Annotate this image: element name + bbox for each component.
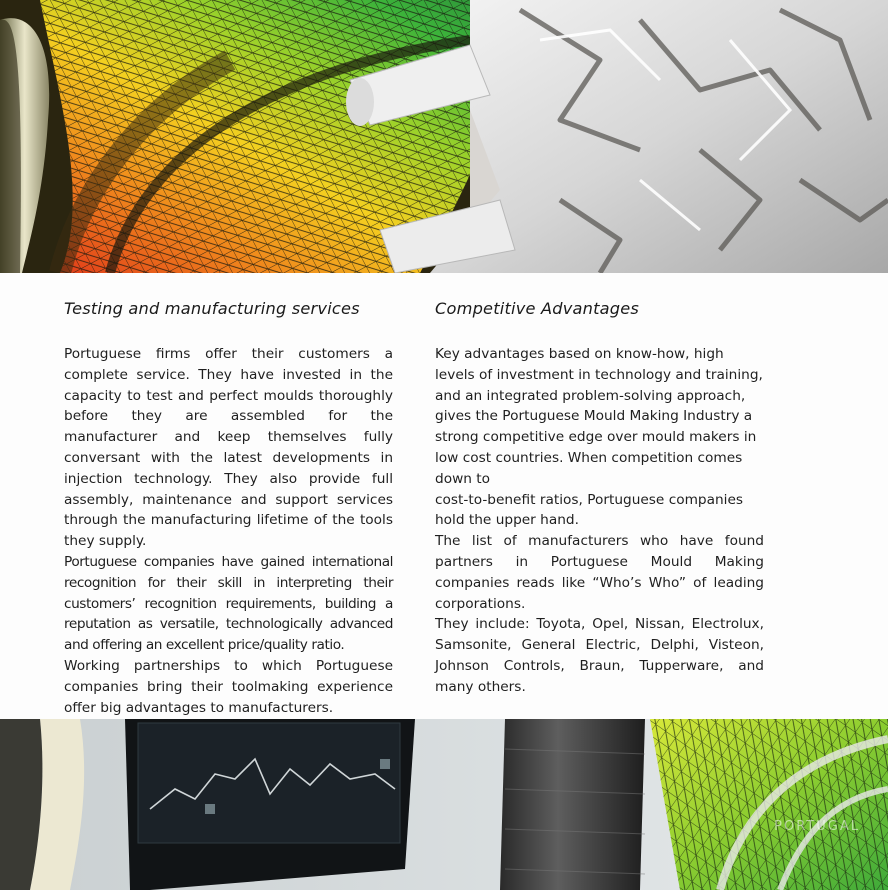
testing-paragraph-3: Working partnerships to which Portuguese companies bring their toolmaking experience offer big advantages to manufacturers. bbox=[64, 657, 393, 716]
machine-monitor-graphic bbox=[0, 719, 888, 890]
advantages-paragraph-1: Key advantages based on know-how, high levels of investment in technology and training, and an integrated problem-solving approach, gives the Portuguese Mould Making Industry a strong competitive edge over mould makers in low cost countries. When competition comes down to bbox=[435, 346, 763, 487]
advantages-paragraph-3: The list of manufacturers who have found partners in Portuguese Mould Making companies reads like “Who’s Who” of leading corporations. bbox=[435, 533, 764, 612]
top-decorative-image bbox=[0, 0, 888, 273]
testing-services-body bbox=[64, 344, 393, 718]
advantages-paragraph-4: They include: Toyota, Opel, Nissan, Electrolux, Samsonite, General Electric, Delphi, Visteon, Johnson Controls, Braun, Tupperware, and many others. bbox=[435, 616, 764, 695]
bottom-decorative-image bbox=[0, 719, 888, 890]
text-band bbox=[0, 273, 888, 719]
testing-services-heading: Testing and manufacturing services bbox=[64, 299, 360, 318]
watermark-text: PORTUGAL bbox=[774, 819, 860, 834]
testing-paragraph-2: Portuguese companies have gained international recognition for their skill in interpreting their customers’ recognition requirements, building a reputation as versatile, technologically advanced and offering an excellent price/quality ratio. bbox=[64, 553, 393, 654]
advantages-paragraph-2: cost-to-benefit ratios, Portuguese companies hold the upper hand. bbox=[435, 491, 744, 529]
testing-paragraph-1: Portuguese firms offer their customers a complete service. They have invested in the capacity to test and perfect moulds thoroughly before they are assembled for the manufacturer and keep themselves fully conversant with the latest developments in injection technology. They also provide full assembly, maintenance and support services through the manufacturing lifetime of the tools they supply. bbox=[64, 346, 393, 550]
mesh-simulation-graphic bbox=[0, 0, 888, 273]
competitive-advantages-heading: Competitive Advantages bbox=[435, 299, 640, 318]
competitive-advantages-body bbox=[435, 344, 764, 698]
